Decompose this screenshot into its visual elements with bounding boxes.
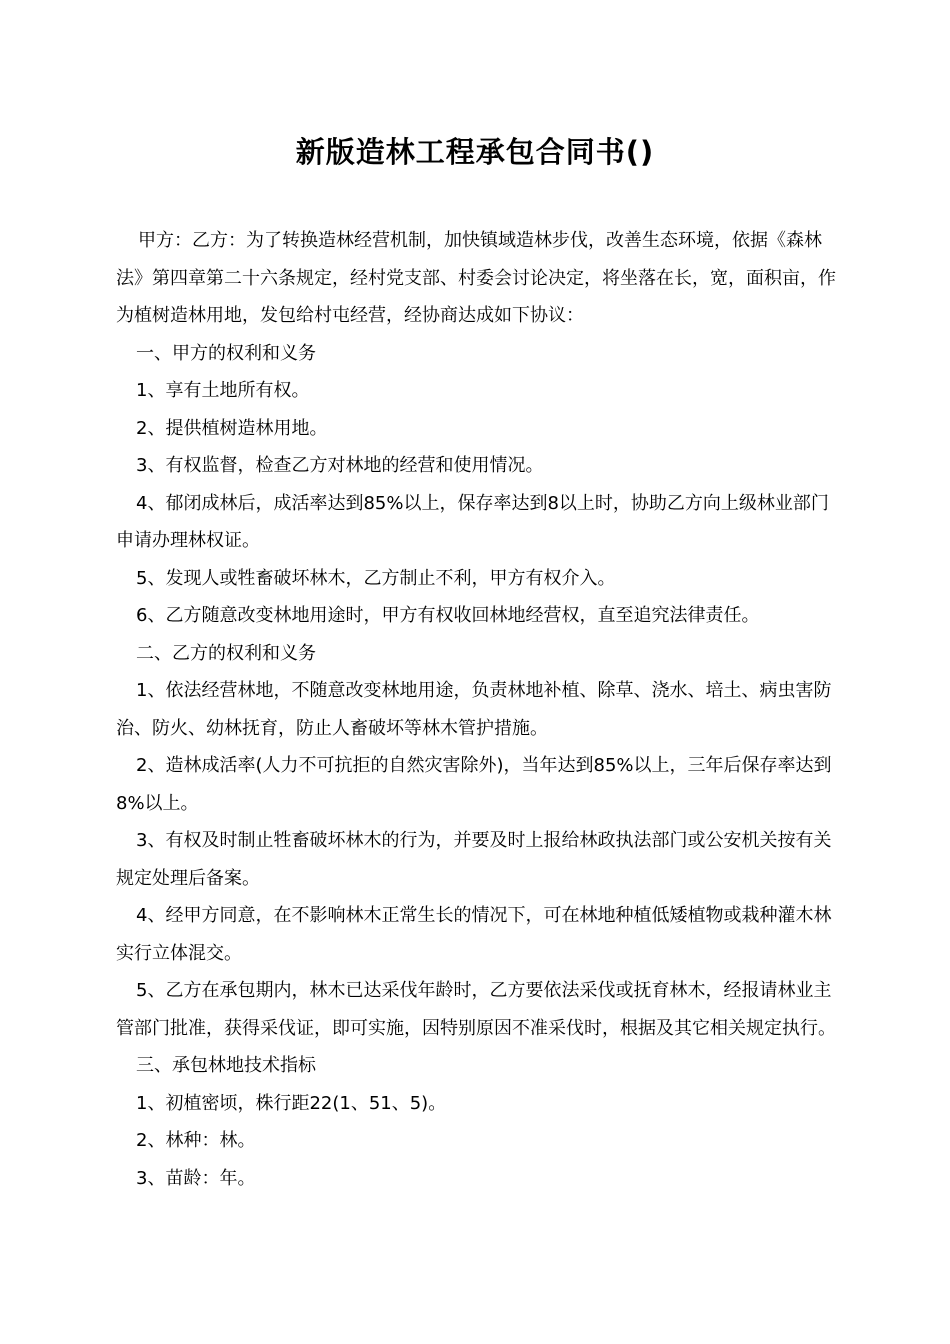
party-a-clause-4: 4、郁闭成林后，成活率达到85%以上，保存率达到8以上时，协助乙方向上级林业部门申请办理林权证。 xyxy=(116,492,829,551)
party-b-clause-4: 4、经甲方同意，在不影响林木正常生长的情况下，可在林地种植低矮植物或栽种灌木林实行立体混交。 xyxy=(116,905,832,964)
party-a-clause-2: 2、提供植树造林用地。 xyxy=(136,417,328,439)
party-a-clause-5: 5、发现人或牲畜破坏林木，乙方制止不利，甲方有权介入。 xyxy=(136,567,616,589)
party-b-clause-3: 3、有权及时制止牲畜破坏林木的行为，并要及时上报给林政执法部门或公安机关按有关规定处理后备案。 xyxy=(116,830,832,889)
party-b-clause-5: 5、乙方在承包期内，林木已达采伐年龄时，乙方要依法采伐或抚育林木，经报请林业主管部门批准，获得采伐证，即可实施，因特别原因不准采伐时，根据及其它相关规定执行。 xyxy=(116,980,836,1039)
party-a-clause-6: 6、乙方随意改变林地用途时，甲方有权收回林地经营权，直至追究法律责任。 xyxy=(136,605,760,626)
party-b-clause-1: 1、依法经营林地，不随意改变林地用途，负责林地补植、除草、浇水、培土、病虫害防治、防火、幼林抚育，防止人畜破坏等林木管护措施。 xyxy=(116,680,832,739)
document-body xyxy=(116,222,840,1197)
technical-clause-1: 1、初植密顷，株行距22(1、51、5)。 xyxy=(136,1092,447,1114)
section-heading-party-a: 一、甲方的权利和义务 xyxy=(136,342,316,364)
technical-clause-3: 3、苗龄：年。 xyxy=(136,1167,256,1189)
intro-paragraph: 甲方：乙方：为了转换造林经营机制，加快镇域造林步伐，改善生态环境，依据《森林法》第四章第二十六条规定，经村党支部、村委会讨论决定，将坐落在长，宽，面积亩，作为植树造林用地，发包给村屯经营，经协商达成如下协议： xyxy=(116,230,836,326)
party-b-clause-2: 2、造林成活率(人力不可抗拒的自然灾害除外)，当年达到85%以上，三年后保存率达到8%以上。 xyxy=(116,755,832,814)
party-a-clause-1: 1、享有土地所有权。 xyxy=(136,380,310,401)
party-a-clause-3: 3、有权监督，检查乙方对林地的经营和使用情况。 xyxy=(136,455,544,476)
document-title: 新版造林工程承包合同书() xyxy=(295,135,655,169)
section-heading-technical: 三、承包林地技术指标 xyxy=(136,1055,316,1076)
section-heading-party-b: 二、乙方的权利和义务 xyxy=(136,642,316,664)
technical-clause-2: 2、林种：林。 xyxy=(136,1130,256,1151)
